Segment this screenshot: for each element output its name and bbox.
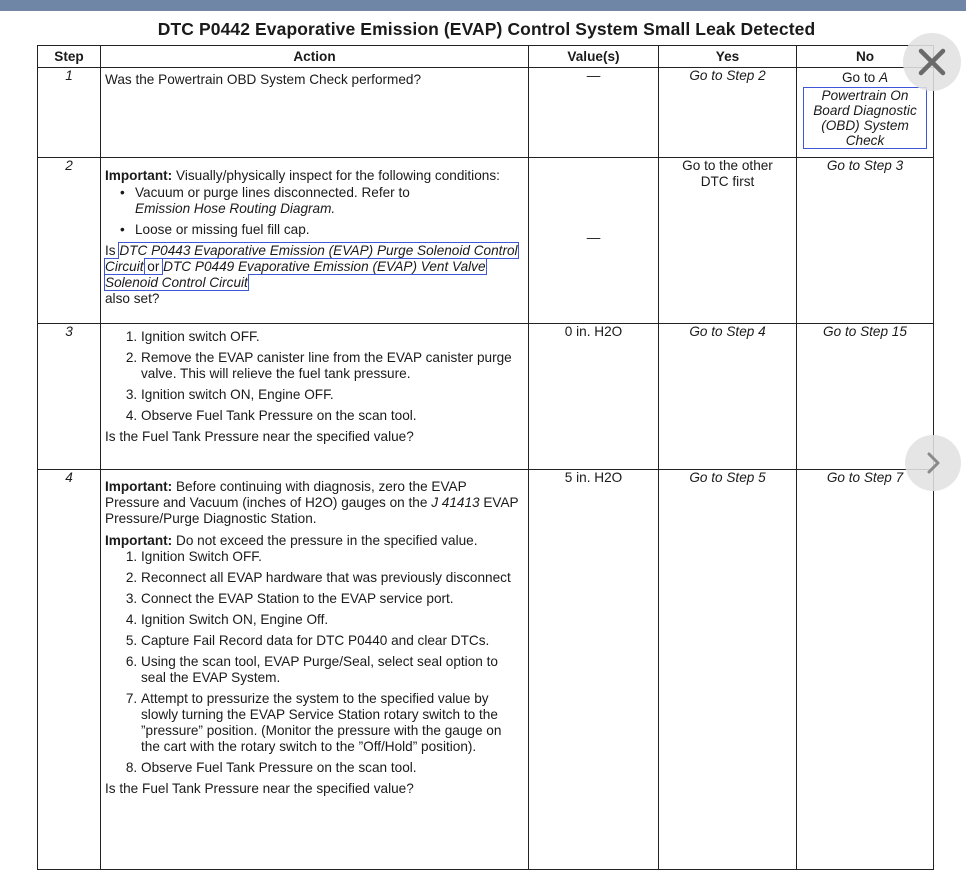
list-item: 8. Observe Fuel Tank Pressure on the scan tool.	[141, 760, 524, 776]
procedure-list	[105, 329, 524, 424]
diagnostic-table	[37, 45, 934, 870]
top-bar	[0, 0, 966, 11]
question: Is the Fuel Tank Pressure near the specified value?	[105, 781, 414, 796]
action-cell	[101, 68, 529, 158]
list-item: 1. Ignition switch OFF.	[141, 329, 524, 345]
list-item: • Vacuum or purge lines disconnected. Refer to Emission Hose Routing Diagram.	[135, 185, 524, 217]
emission-hose-diagram-ref: Emission Hose Routing Diagram.	[135, 201, 336, 216]
next-page-button[interactable]	[905, 435, 961, 491]
yes-cell: Go to Step 5	[659, 470, 797, 870]
header-values: Value(s)	[529, 46, 659, 68]
table-row-step-3	[38, 324, 934, 470]
value-cell: —	[529, 68, 659, 158]
header-action: Action	[101, 46, 529, 68]
list-item: 4. Ignition Switch ON, Engine Off.	[141, 612, 524, 628]
important-note: Important: Visually/physically inspect for the following conditions:	[105, 168, 500, 183]
list-item: • Loose or missing fuel fill cap.	[135, 222, 524, 238]
procedure-list	[105, 549, 524, 776]
list-item: 6. Using the scan tool, EVAP Purge/Seal, select seal option to seal the EVAP System.	[141, 654, 524, 686]
step-number: 3	[38, 324, 101, 470]
list-item: 2. Reconnect all EVAP hardware that was previously disconnect	[141, 570, 524, 586]
list-item: 4. Observe Fuel Tank Pressure on the scan tool.	[141, 408, 524, 424]
list-item: 5. Capture Fail Record data for DTC P0440 and clear DTCs.	[141, 633, 524, 649]
table-row-step-2	[38, 158, 934, 324]
value-cell: 0 in. H2O	[529, 324, 659, 470]
action-cell	[101, 470, 529, 870]
table-row-step-1	[38, 68, 934, 158]
important-note: Important: Do not exceed the pressure in the specified value.	[105, 533, 478, 548]
yes-cell: Go to Step 4	[659, 324, 797, 470]
table-header-row	[38, 46, 934, 68]
close-icon	[917, 47, 947, 77]
question: Is the Fuel Tank Pressure near the specified value?	[105, 429, 414, 444]
important-note: Important: Before continuing with diagnosis, zero the EVAP Pressure and Vacuum (inches of H2O) gauges on the J 41413 EVAP Pressure/Purge Diagnostic Station.	[105, 479, 519, 526]
powertrain-obd-check-link[interactable]: Powertrain On Board Diagnostic (OBD) System Check	[803, 87, 927, 149]
condition-list	[105, 185, 524, 238]
yes-cell: Go to the other DTC first	[659, 158, 797, 324]
action-cell	[101, 324, 529, 470]
page-title: DTC P0442 Evaporative Emission (EVAP) Control System Small Leak Detected	[157, 19, 816, 39]
no-cell: Go to Step 7	[797, 470, 934, 870]
step-number: 2	[38, 158, 101, 324]
dtc-p0443-link[interactable]: DTC P0443 Evaporative Emission (EVAP) Purge Solenoid Control Circuit	[105, 243, 518, 274]
close-button[interactable]	[903, 33, 961, 91]
header-yes: Yes	[659, 46, 797, 68]
chevron-right-icon	[923, 450, 943, 476]
list-item: 7. Attempt to pressurize the system to the specified value by slowly turning the EVAP Service Station rotary switch to the ”pressure” position. (Monitor the pressure with the gauge on the cart with the rotary switch to the ”Off/Hold” position).	[141, 691, 524, 755]
header-no: No	[797, 46, 934, 68]
value-cell: 5 in. H2O	[529, 470, 659, 870]
no-cell: Go to Step 15	[797, 324, 934, 470]
step-number: 4	[38, 470, 101, 870]
question: Is DTC P0443 Evaporative Emission (EVAP) Purge Solenoid Control Circuit or DTC P0449 Evaporative Emission (EVAP) Vent Valve Solenoid Control Circuit also set?	[105, 243, 518, 306]
question: Was the Powertrain OBD System Check performed?	[105, 72, 422, 87]
action-cell	[101, 158, 529, 324]
list-item: 1. Ignition Switch OFF.	[141, 549, 524, 565]
step-number: 1	[38, 68, 101, 158]
yes-cell: Go to Step 2	[659, 68, 797, 158]
value-cell: —	[529, 158, 659, 324]
table-row-step-4	[38, 470, 934, 870]
list-item: 2. Remove the EVAP canister line from the EVAP canister purge valve. This will relieve the fuel tank pressure.	[141, 350, 524, 382]
list-item: 3. Ignition switch ON, Engine OFF.	[141, 387, 524, 403]
list-item: 3. Connect the EVAP Station to the EVAP service port.	[141, 591, 524, 607]
no-cell: Go to Step 3	[797, 158, 934, 324]
dtc-p0449-link[interactable]: DTC P0449 Evaporative Emission (EVAP) Vent Valve Solenoid Control Circuit	[105, 259, 486, 290]
header-step: Step	[38, 46, 101, 68]
no-prefix: Go to A	[841, 70, 889, 85]
